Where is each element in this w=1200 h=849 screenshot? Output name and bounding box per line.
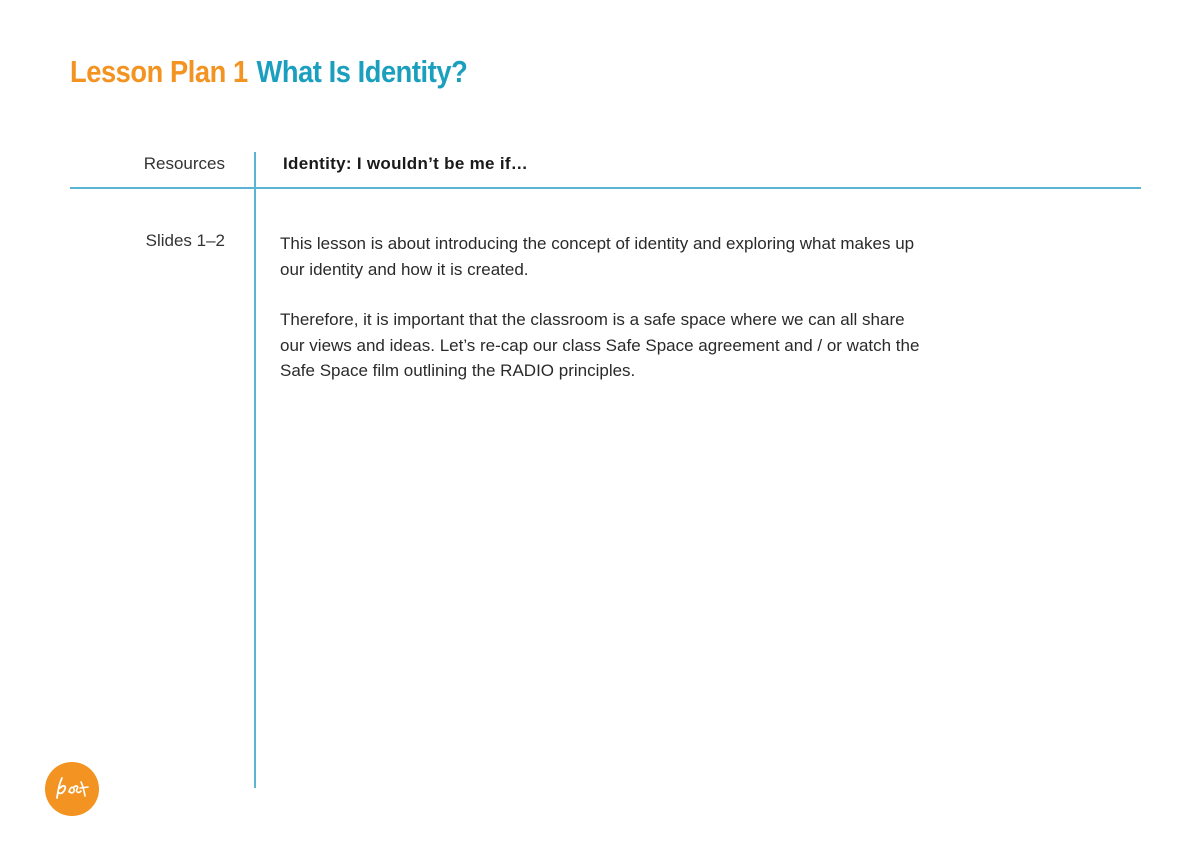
page-title xyxy=(70,54,467,90)
brand-logo-icon xyxy=(45,762,99,816)
header-divider xyxy=(70,187,1141,189)
slides-label: Slides 1–2 xyxy=(145,231,225,250)
body-paragraph-2: Therefore, it is important that the classroom is a safe space where we can all share our views and ideas. Let’s re-cap our class Safe Space agreement and / or watch the Safe Space film outlining the RADIO principles. xyxy=(280,310,920,380)
lesson-body xyxy=(280,231,920,409)
brand-logo-glyph xyxy=(52,774,92,804)
body-paragraph-1: This lesson is about introducing the concept of identity and exploring what makes up our identity and how it is created. xyxy=(280,234,915,279)
column-divider xyxy=(254,152,256,788)
resources-heading: Identity: I wouldn’t be me if… xyxy=(283,154,529,173)
lesson-title: What Is Identity? xyxy=(256,54,468,89)
resources-label: Resources xyxy=(143,154,225,173)
lesson-number: Lesson Plan 1 xyxy=(70,54,248,89)
